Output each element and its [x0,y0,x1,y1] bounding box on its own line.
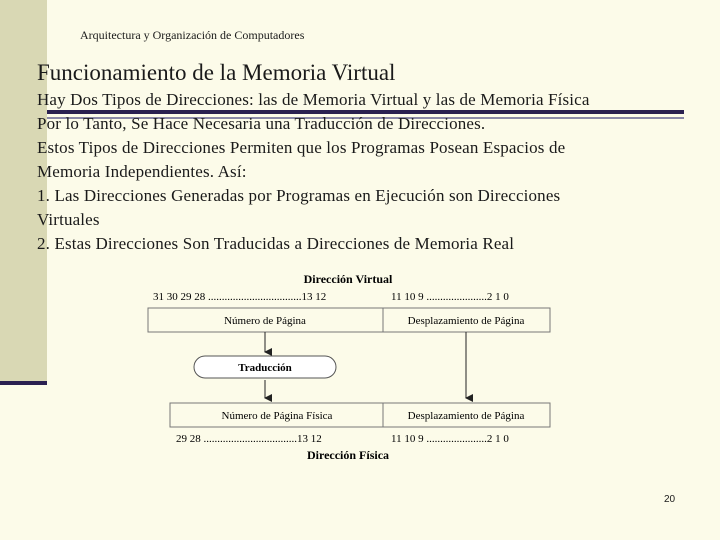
body-line-6: Virtuales [37,210,100,229]
body-line-2: Por lo Tanto, Se Hace Necesaria una Traducción de Direcciones. [37,114,486,133]
virtual-page-number-label: Número de Página [224,315,306,327]
body-line-3: Estos Tipos de Direcciones Permiten que los Programas Posean Espacios de [37,138,566,157]
physical-bits-high: 29 28 ..................................13 12 [176,433,322,445]
physical-page-number-label: Número de Página Física [221,410,333,422]
physical-bits-low: 11 10 9 ......................2 1 0 [391,433,509,445]
address-translation-diagram [140,266,560,466]
left-accent-bar-edge [0,381,47,385]
slide-header: Arquitectura y Organización de Computadores [80,28,305,42]
slide-title: Funcionamiento de la Memoria Virtual [37,60,396,85]
body-line-5: 1. Las Direcciones Generadas por Programas en Ejecución son Direcciones [37,186,561,205]
translation-label: Traducción [238,362,292,374]
virtual-address-title: Dirección Virtual [303,272,393,286]
virtual-bits-low: 11 10 9 ......................2 1 0 [391,291,509,303]
body-line-1: Hay Dos Tipos de Direcciones: las de Memoria Virtual y las de Memoria Física [37,90,590,109]
virtual-offset-label: Desplazamiento de Página [407,315,525,327]
body-line-4: Memoria Independientes. Así: [37,162,247,181]
body-line-7: 2. Estas Direcciones Son Traducidas a Direcciones de Memoria Real [37,234,515,253]
virtual-bits-high: 31 30 29 28 ..................................13 12 [153,291,327,303]
physical-offset-label: Desplazamiento de Página [407,410,525,422]
physical-address-title: Dirección Física [306,448,390,462]
page-number: 20 [664,494,676,505]
